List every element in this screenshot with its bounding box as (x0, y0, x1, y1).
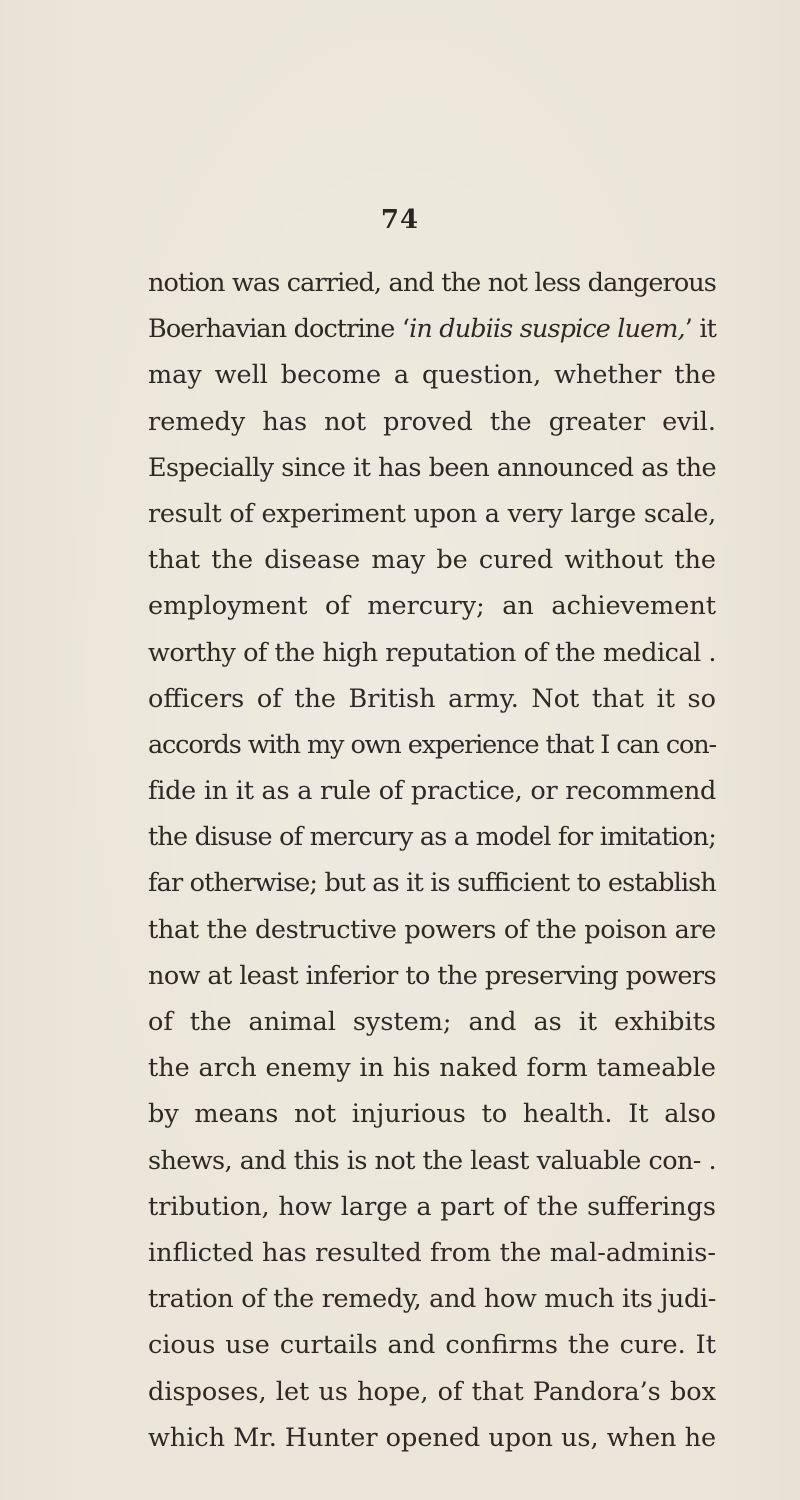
text-line (148, 352, 716, 398)
text-line (148, 860, 716, 906)
line-text: which Mr. Hunter opened upon us, when he (148, 1422, 717, 1453)
line-text: tration of the remedy, and how much its judi- (148, 1284, 716, 1315)
line-text: inflicted has resulted from the mal-adminis- (148, 1237, 716, 1268)
text-line (148, 1138, 716, 1184)
line-text: fide in it as a rule of practice, or recommend (148, 776, 717, 807)
line-text: accords with my own experience that I can con- (148, 729, 716, 760)
text-line (148, 491, 716, 537)
text-line (148, 953, 716, 999)
line-text: result of experiment upon a very large scale, (148, 498, 716, 529)
line-text: of the animal system; and as it exhibits (148, 1007, 716, 1037)
text-line (148, 676, 716, 722)
latin-quotation: in dubiis suspice luem, (409, 314, 685, 345)
text-line (148, 907, 716, 953)
text-line (148, 399, 716, 445)
text-line (148, 1230, 716, 1276)
text-line (148, 768, 716, 814)
line-text: disposes, let us hope, of that Pandora’s box (148, 1376, 716, 1407)
line-text: Especially since it has been announced as the (148, 452, 716, 483)
text-line (148, 1091, 716, 1137)
text-line (148, 1369, 716, 1415)
line-text: notion was carried, and the not less dangerous (148, 268, 716, 298)
line-text: shews, and this is not the least valuable con- . (148, 1145, 716, 1176)
text-line (148, 1045, 716, 1091)
text-line (148, 1276, 716, 1322)
page-number: 74 (380, 205, 420, 235)
text-line (148, 722, 716, 768)
line-text: tribution, how large a part of the sufferings (148, 1191, 716, 1222)
line-text: officers of the British army. Not that it so (148, 683, 716, 714)
line-text: by means not injurious to health. It also (148, 1099, 716, 1130)
line-text: far otherwise; but as it is sufficient to establish (148, 868, 716, 899)
line-text: now at least inferior to the preserving powers (148, 960, 716, 991)
line-text: employment of mercury; an achievement (148, 591, 716, 622)
body-text (148, 260, 716, 1461)
line-text: Boerhavian doctrine ‘ (148, 314, 410, 345)
text-line (148, 260, 716, 306)
text-line (148, 1322, 716, 1368)
text-line (148, 583, 716, 629)
text-line (148, 630, 716, 676)
line-text: the arch enemy in his naked form tameable (148, 1053, 716, 1084)
line-text: the disuse of mercury as a model for imitation; (148, 822, 716, 853)
line-text: ’ it (684, 314, 716, 345)
line-text: may well become a question, whether the (148, 360, 716, 391)
text-line (148, 999, 716, 1045)
text-line (148, 306, 716, 352)
line-text: that the disease may be cured without the (148, 545, 716, 576)
line-text: cious use curtails and confirms the cure. It (148, 1330, 716, 1361)
line-text: remedy has not proved the greater evil. (148, 406, 716, 437)
text-line (148, 445, 716, 491)
line-text: that the destructive powers of the poison are (148, 914, 717, 945)
text-line (148, 814, 716, 860)
line-text: worthy of the high reputation of the medical . (148, 637, 716, 668)
text-line (148, 1415, 716, 1461)
text-line (148, 1184, 716, 1230)
text-line (148, 537, 716, 583)
